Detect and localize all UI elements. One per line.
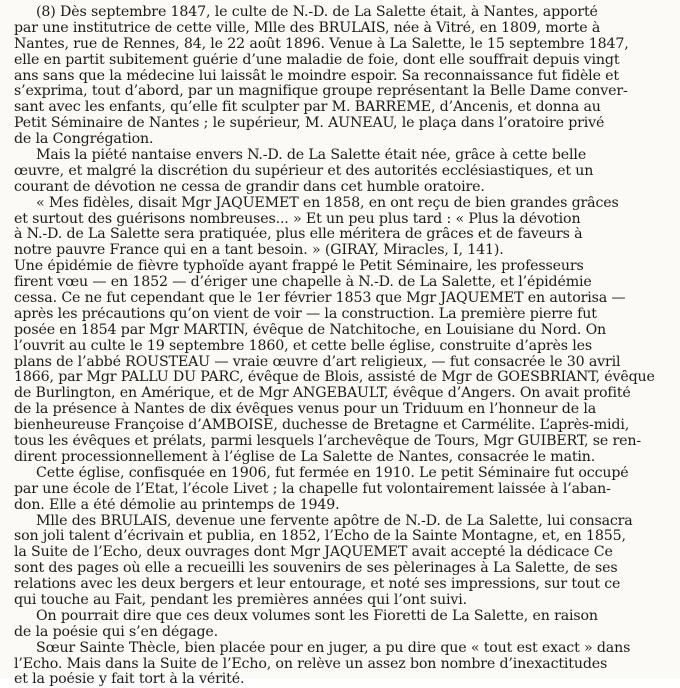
text-line: dirent processionnellement à l’église de La Salette de Nantes, consacrée le matin. [14,449,596,465]
text-line: don. Elle a été démolie au printemps de 1949. [14,497,340,513]
text-line: la Suite de l’Echo, deux ouvrages dont Mgr JAQUEMET avait accepté la dédicace Ce [14,545,613,561]
text-line: courant de dévotion ne cessa de grandir dans cet humble oratoire. [14,179,485,195]
text-line: Mlle des BRULAIS, devenue une fervente apôtre de N.-D. de La Salette, lui consacra [36,513,633,529]
text-line: qui touche au Fait, pendant les premières années qui l’ont suivi. [14,592,467,608]
text-line: cessa. Ce ne fut cependant que le 1er février 1853 que Mgr JAQUEMET en autorisa — [14,291,626,307]
text-line: relations avec les deux bergers et leur entourage, et noté ses impressions, sur tout ce [14,577,621,593]
text-line: à N.-D. de La Salette sera pratiquée, plus elle méritera de grâces et de faveurs à [14,227,583,243]
text-line: l’Echo. Mais dans la Suite de l’Echo, on relève un assez bon nombre d’inexactitudes [14,656,608,672]
text-line: son joli talent d’écrivain et publia, en 1852, l’Echo de la Sainte Montagne, et, en 1855, [14,529,626,545]
text-line: bienheureuse Françoise d’AMBOISE, duchesse de Bretagne et Carmélite. L’après-midi, [14,418,630,434]
text-line: l’ouvrit au culte le 19 septembre 1860, et cette belle église, construite d’après les [14,338,593,354]
text-line: « Mes fidèles, disait Mgr JAQUEMET en 1858, en ont reçu de bien grandes grâces [36,195,619,211]
text-line: par une institutrice de cette ville, Mlle des BRULAIS, née à Vitré, en 1809, morte à [14,20,601,36]
text-line: de la poésie qui s’en dégage. [14,624,218,640]
text-line: posée en 1854 par Mgr MARTIN, évêque de Natchitoche, en Louisiane du Nord. On [14,322,607,338]
text-line: après les précautions qu’on vient de voir — la construction. La première pierre fut [14,306,597,322]
text-line: Mais la piété nantaise envers N.-D. de La Salette était née, grâce à cette belle [36,148,587,164]
text-line: de Burlington, en Amérique, et de Mgr ANGEBAULT, évêque d’Angers. On avait profité [14,386,631,402]
text-line: de la Congrégation. [14,132,154,148]
text-line: Nantes, rue de Rennes, 84, le 22 août 1896. Venue à La Salette, le 15 septembre 1847, [14,36,629,52]
text-line: et la poésie y fait tort à la vérité. [14,672,245,688]
text-line: ans sans que la médecine lui laissât le moindre espoir. Sa reconnaissance fut fidèle et [14,68,619,84]
text-line: elle en partit subitement guérie d’une maladie de foie, dont elle souffrait depuis vingt [14,52,620,68]
text-line: et surtout des guérisons nombreuses... » Et un peu plus tard : « Plus la dévotion [14,211,581,227]
text-line: (8) Dès septembre 1847, le culte de N.-D. de La Salette était, à Nantes, apporté [36,5,598,20]
text-line: Cette église, confisquée en 1906, fut fermée en 1910. Le petit Séminaire fut occupé [36,465,629,481]
text-line: plans de l’abbé ROUSTEAU — vraie œuvre d’art religieux, — fut consacrée le 30 avril [14,354,621,370]
text-line: œuvre, et malgré la discrétion du supérieur et des autorités ecclésiastiques, et un [14,163,594,179]
text-line: notre pauvre France qui en a tant besoin. » (GIRAY, Miracles, I, 141). [14,243,504,259]
text-line: tous les évêques et prélats, parmi lesquels l’archevêque de Tours, Mgr GUIBERT, se ren- [14,434,642,450]
text-line: de la présence à Nantes de dix évêques venus pour un Triduum en l’honneur de la [14,402,597,418]
text-line: On pourrait dire que ces deux volumes sont les Fioretti de La Salette, en raison [36,608,598,624]
text-line: Petit Séminaire de Nantes ; le supérieur, M. AUNEAU, le plaça dans l’oratoire privé [14,116,605,132]
document-text [14,5,666,688]
text-line: Sœur Sainte Thècle, bien placée pour en juger, a pu dire que « tout est exact » dans [36,640,631,656]
text-line: firent vœu — en 1852 — d’ériger une chapelle à N.-D. de La Salette, et l’épidémie [14,275,592,291]
text-line: 1866, par Mgr PALLU DU PARC, évêque de Blois, assisté de Mgr de GOËSBRIANT, évêque [14,370,655,386]
text-line: sont des pages où elle a recueilli les souvenirs de ses pèlerinages à La Salette, de ses [14,561,618,577]
text-line: sant avec les enfants, qu’elle fit sculpter par M. BARRÈME, d’Ancenis, et donna au [14,100,601,116]
text-line: par une école de l’Etat, l’école Livet ; la chapelle fut volontairement laissée à l’aban- [14,481,611,497]
text-line: s’exprima, tout d’abord, par un magnifique groupe représentant la Belle Dame conver- [14,84,628,100]
text-line: Une épidémie de fièvre typhoïde ayant frappé le Petit Séminaire, les professeurs [14,259,584,275]
